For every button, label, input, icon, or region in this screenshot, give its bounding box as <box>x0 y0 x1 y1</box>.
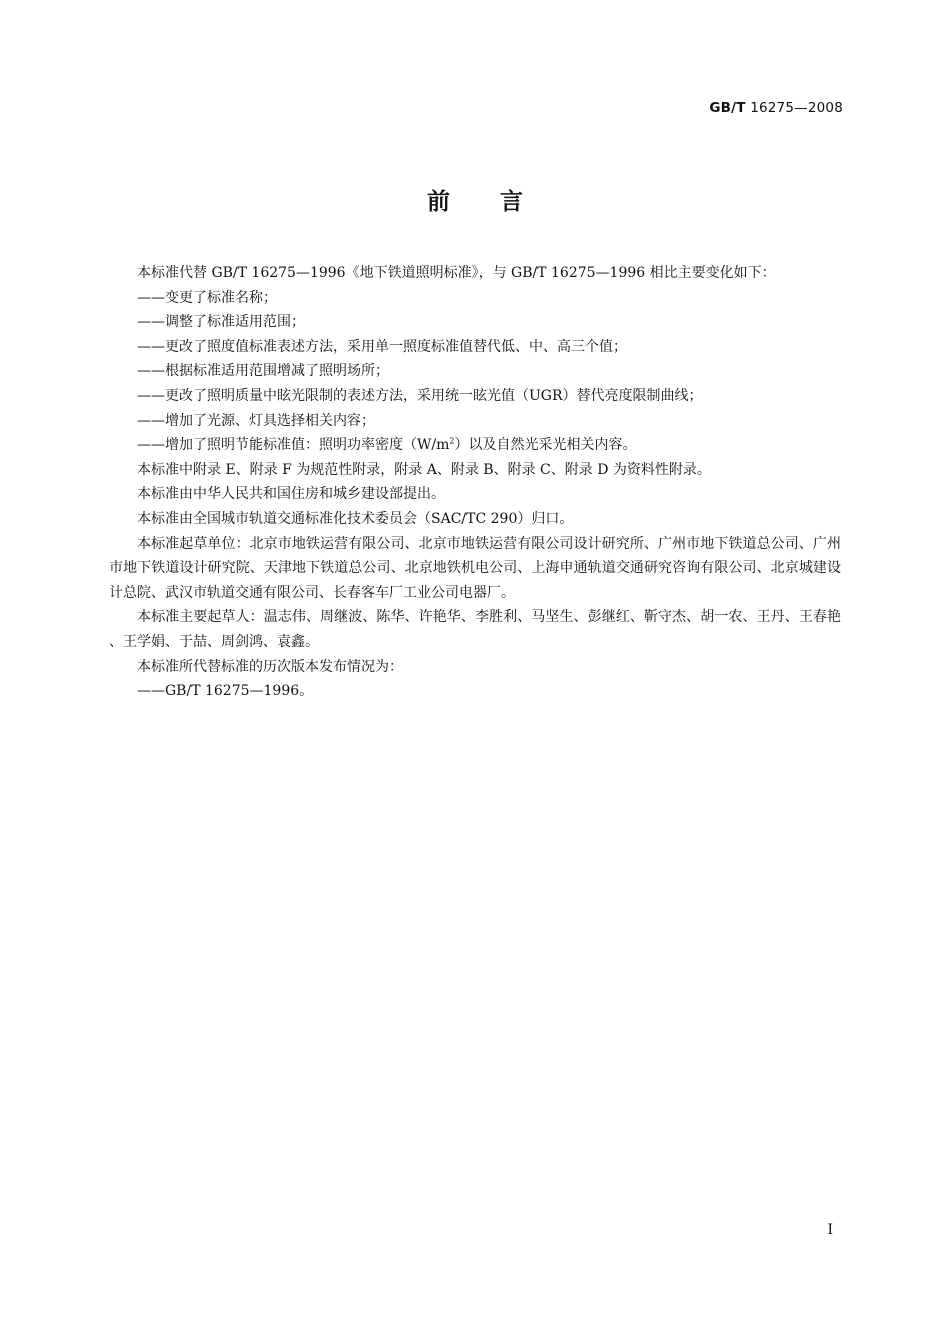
page-title: 前言 <box>427 189 573 215</box>
appendix-paragraph: 本标准中附录 E、附录 F 为规范性附录，附录 A、附录 B、附录 C、附录 D 为资料性附录。 <box>137 461 711 478</box>
change-item-6: ——增加了光源、灯具选择相关内容； <box>137 412 375 429</box>
change-item-1: ——变更了标准名称； <box>137 289 277 306</box>
drafting-units-paragraph: 本标准起草单位：北京市地铁运营有限公司、北京市地铁运营有限公司设计研究所、广州市地下铁道总公司、广州市地下铁道设计研究院、天津地下铁道总公司、北京地铁机电公司、上海申通轨道交通研究咨询有限公司、北京城建设计总院、武汉市轨道交通有限公司、长春客车厂工业公司电器厂。 <box>109 535 841 601</box>
superscript-2: 2 <box>449 436 455 446</box>
change-item-7 <box>109 433 841 458</box>
change-item-5: ——更改了照明质量中眩光限制的表述方法，采用统一眩光值（UGR）替代亮度限制曲线； <box>137 387 703 404</box>
change-item-4: ——根据标准适用范围增减了照明场所； <box>137 363 389 380</box>
drafters-paragraph: 本标准主要起草人：温志伟、周继波、陈华、许艳华、李胜利、马坚生、彭继红、靳守杰、胡一农、王丹、王春艳 、王学娟、于喆、周剑鸿、袁鑫。 <box>109 609 841 650</box>
history-item-1: ——GB/T 16275—1996。 <box>137 683 314 700</box>
centralized-by-paragraph: 本标准由全国城市轨道交通标准化技术委员会（SAC/TC 290）归口。 <box>137 510 574 527</box>
proposed-by-paragraph: 本标准由中华人民共和国住房和城乡建设部提出。 <box>137 486 445 503</box>
standard-code-type: GB/T <box>709 100 746 116</box>
change-item-7-text: ——增加了照明节能标准值：照明功率密度（W/m <box>137 437 450 454</box>
history-intro-paragraph: 本标准所代替标准的历次版本发布情况为： <box>137 658 403 675</box>
foreword-body <box>109 261 841 704</box>
standard-code-header <box>709 100 843 116</box>
page-number: I <box>827 1222 833 1238</box>
change-item-2: ——调整了标准适用范围； <box>137 314 305 331</box>
intro-paragraph: 本标准代替 GB/T 16275—1996《地下铁道照明标准》，与 GB/T 16275—1996 相比主要变化如下： <box>137 265 776 281</box>
change-item-7-text-end: ）以及自然光采光相关内容。 <box>454 437 637 454</box>
change-item-3: ——更改了照度值标准表述方法，采用单一照度标准值替代低、中、高三个值； <box>137 338 627 355</box>
standard-code-number: 16275—2008 <box>750 100 843 116</box>
